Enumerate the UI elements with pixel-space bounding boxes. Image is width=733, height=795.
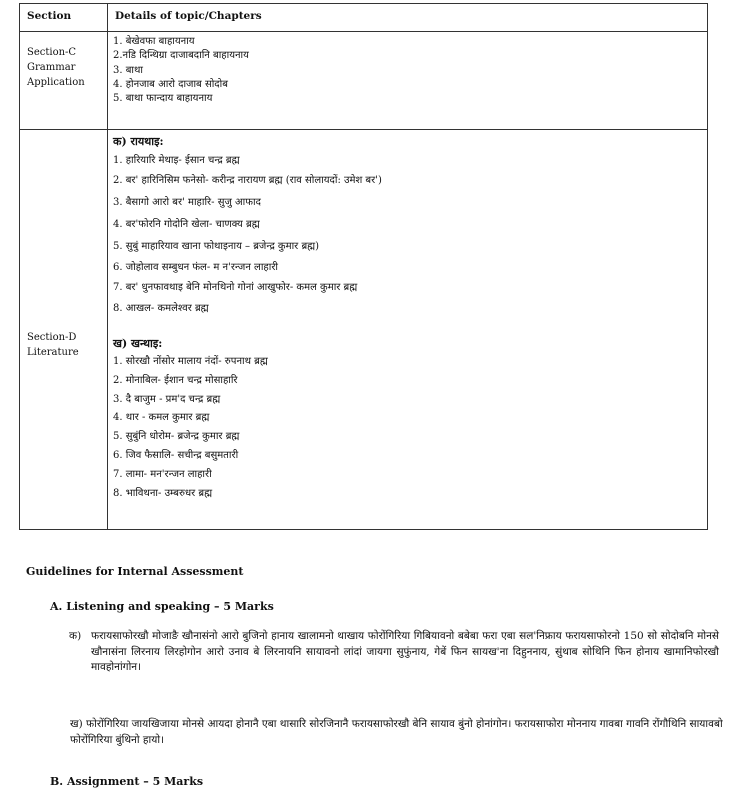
list-item: 8. भाविथना- उम्बरुधर ब्रह्म xyxy=(113,487,213,499)
section-d-row xyxy=(20,130,708,530)
list-item: 4. बर'फोरनि गोदोनि खेला- चाणक्य ब्रह्म xyxy=(113,219,260,230)
list-item: 3. दै बाजुम - प्रम'द चन्द्र ब्रह्म xyxy=(113,393,221,405)
section-d-details xyxy=(108,130,708,530)
section-d-label-line: Literature xyxy=(27,347,79,358)
section-c-label-line: Application xyxy=(27,77,85,88)
section-c-label xyxy=(20,32,108,130)
section-c-label-line: Grammar xyxy=(27,62,76,73)
section-a-title: A. Listening and speaking – 5 Marks xyxy=(50,600,274,613)
list-item: 4. थार - कमल कुमार ब्रह्म xyxy=(113,412,210,424)
table-header-row xyxy=(20,4,708,32)
section-d-label-line: Section-D xyxy=(27,332,77,343)
paragraph-marker: क) xyxy=(69,630,82,642)
list-item: 3. बैसागो आरो बर' माहारि- सुजु आफाद xyxy=(113,197,261,208)
list-item: 4. होनजाब आरो दाजाब सोदोब xyxy=(113,78,228,90)
list-item: 5. सुबुं माहारियाव खाना फोथाइनाय – ब्रजेन्द्र कुमार ब्रह्म) xyxy=(113,241,320,252)
list-item: 1. सोरखौ नोंसोर मालाय नंदों- रुपनाथ ब्रह्म xyxy=(113,356,268,367)
paragraph-text: फरायसाफोरखौ मोजाङै खौनासंनो आरो बुजिनो हानाय खालामनो थाखाय फोरोंगिरिया गिबियावनो बबेबा फरा एबा सल'निफ्राय फरायसाफोरनो 150 सो सोदोबनि मोनसे खौनासंना लिरनाय लिरहोगोन आरो उनाव बे लिरनायनि सायावनो लांदां जायगा सुफुंनाय, गेबें फिन सायख'ना दिहुननाय, सुंथाब सोथिनि फिन होनाय खामानिफोरखौ मावहोनांगोन। xyxy=(91,630,719,673)
list-item: 6. जिव फैसालि- सचीन्द्र बसुमतारी xyxy=(113,449,239,461)
guideline-paragraph-2: ख) फोरोंगिरिया जायखिजाया मोनसे आयदा होनानै एबा थासारि सोरजिनानै फरायसाफोरखौ बेनि सायाव बुंनो होनांगोन। फरायसाफोरा मोननाय गावबा गावनि रोंगौथिनि सायावबो फोरोंगिरिया बुंथिनो हायो। xyxy=(70,718,723,746)
poetry-heading: क) रायथाइ: xyxy=(113,135,164,148)
section-c-details xyxy=(108,32,708,130)
list-item: 6. जोहोलाव सम्बुधन फंल- म न'रन्जन लाहारी xyxy=(113,262,279,273)
list-item: 2. मोनाबिल- ईशान चन्द्र मोसाहारि xyxy=(113,374,238,386)
section-d-label xyxy=(20,130,108,530)
header-section: Section xyxy=(20,4,108,32)
guidelines-title: Guidelines for Internal Assessment xyxy=(26,565,244,578)
list-item: 1. बेखेवफा बाहायनाय xyxy=(113,36,195,47)
header-details: Details of topic/Chapters xyxy=(108,4,708,32)
section-c-row xyxy=(20,32,708,130)
section-b-title: B. Assignment – 5 Marks xyxy=(50,775,204,788)
list-item: 2.नडि दिन्थिग्रा दाजाबदानि बाहायनाय xyxy=(113,50,249,62)
list-item: 5. बाथा फान्दाय बाहायनाय xyxy=(113,93,213,105)
list-item: 8. आखल- कमलेश्वर ब्रह्म xyxy=(113,303,209,314)
syllabus-table xyxy=(19,3,708,530)
section-c-label-line: Section-C xyxy=(27,47,77,58)
list-item: 5. सुबुंनि धोरोम- ब्रजेन्द्र कुमार ब्रह्म xyxy=(113,431,240,443)
prose-heading: ख) खन्थाइ: xyxy=(113,337,163,350)
list-item: 3. बाथा xyxy=(113,64,143,76)
list-item: 2. बर' हारिनिसिम फनेसो- करीन्द्र नारायण ब्रह्म (राव सोलायदों: उमेश बर') xyxy=(113,175,382,186)
list-item: 7. बर' धुनफावथाइ बेनि मोनथिनो गोनां आखुफोर- कमल कुमार ब्रह्म xyxy=(113,282,358,293)
list-item: 7. लामा- मन'रन्जन लाहारी xyxy=(113,468,212,480)
guideline-paragraph-1 xyxy=(69,629,719,676)
list-item: 1. हारियारि मेथाइ- ईसान चन्द्र ब्रह्म xyxy=(113,155,240,166)
